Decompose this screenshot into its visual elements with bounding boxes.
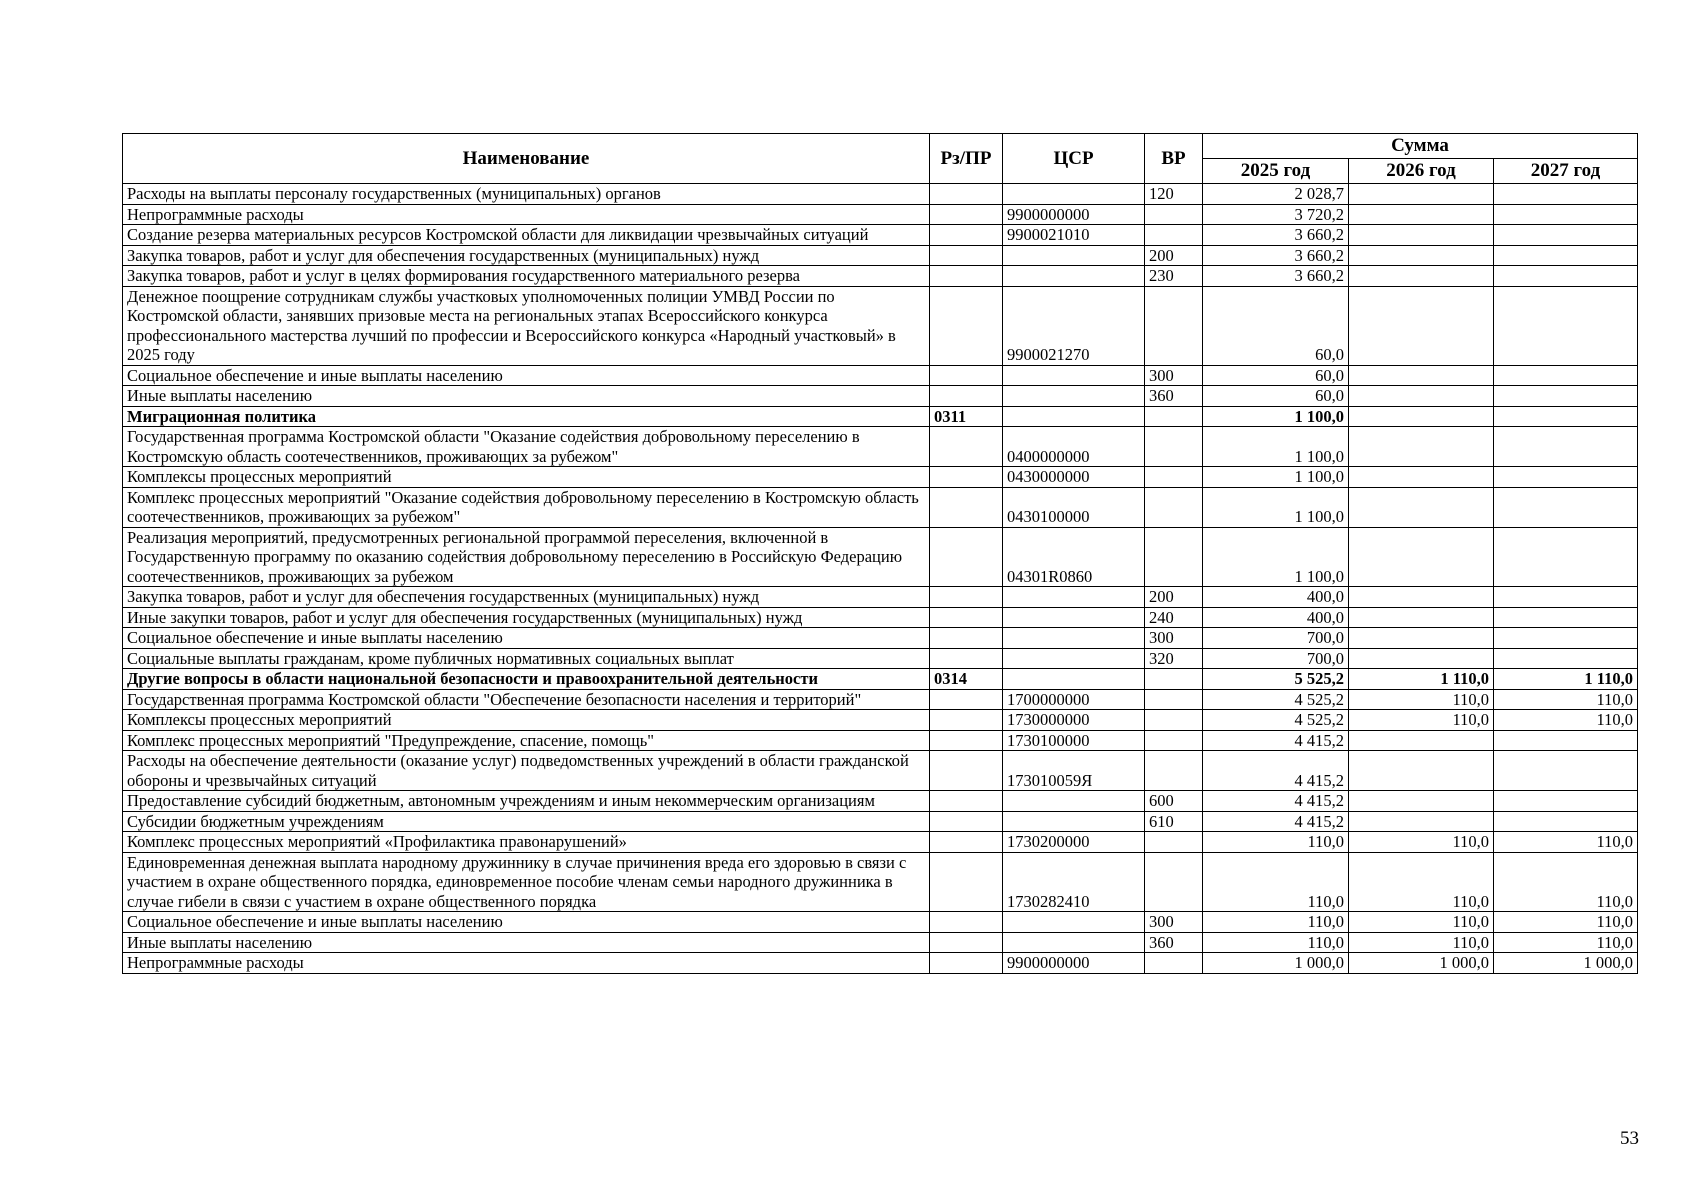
table-row bbox=[123, 689, 1638, 710]
cell-vr: 200 bbox=[1145, 245, 1203, 266]
cell-2025: 1 100,0 bbox=[1203, 467, 1349, 488]
cell-2026 bbox=[1349, 204, 1494, 225]
cell-2025: 60,0 bbox=[1203, 386, 1349, 407]
cell-2027: 110,0 bbox=[1494, 689, 1638, 710]
cell-rzpr bbox=[930, 953, 1003, 974]
cell-2026 bbox=[1349, 527, 1494, 587]
cell-csr: 9900000000 bbox=[1003, 204, 1145, 225]
cell-csr bbox=[1003, 648, 1145, 669]
cell-name: Комплекс процессных мероприятий "Оказание содействия добровольному переселению в Костромскую область соотечественников, проживающих за рубежом" bbox=[123, 487, 930, 527]
cell-vr: 230 bbox=[1145, 266, 1203, 287]
table-row bbox=[123, 406, 1638, 427]
cell-2027 bbox=[1494, 648, 1638, 669]
table-row bbox=[123, 527, 1638, 587]
cell-name: Расходы на обеспечение деятельности (оказание услуг) подведомственных учреждений в области гражданской обороны и чрезвычайных ситуаций bbox=[123, 751, 930, 791]
cell-name: Иные выплаты населению bbox=[123, 932, 930, 953]
header-vr: ВР bbox=[1145, 134, 1203, 184]
cell-2027: 1 000,0 bbox=[1494, 953, 1638, 974]
table-row bbox=[123, 832, 1638, 853]
cell-rzpr bbox=[930, 852, 1003, 912]
cell-2025: 3 720,2 bbox=[1203, 204, 1349, 225]
cell-2026 bbox=[1349, 427, 1494, 467]
cell-vr bbox=[1145, 406, 1203, 427]
cell-2027 bbox=[1494, 607, 1638, 628]
cell-2025: 2 028,7 bbox=[1203, 184, 1349, 205]
cell-2025: 400,0 bbox=[1203, 587, 1349, 608]
cell-name: Комплексы процессных мероприятий bbox=[123, 467, 930, 488]
cell-name: Государственная программа Костромской области "Оказание содействия добровольному переселению в Костромскую область соотечественников, проживающих за рубежом" bbox=[123, 427, 930, 467]
cell-name: Закупка товаров, работ и услуг в целях формирования государственного материального резерва bbox=[123, 266, 930, 287]
cell-rzpr bbox=[930, 487, 1003, 527]
cell-2026 bbox=[1349, 628, 1494, 649]
cell-vr bbox=[1145, 751, 1203, 791]
cell-2027 bbox=[1494, 225, 1638, 246]
cell-csr bbox=[1003, 365, 1145, 386]
cell-vr bbox=[1145, 953, 1203, 974]
cell-2025: 110,0 bbox=[1203, 832, 1349, 853]
cell-2025: 4 415,2 bbox=[1203, 751, 1349, 791]
table-row bbox=[123, 225, 1638, 246]
cell-2026 bbox=[1349, 266, 1494, 287]
cell-csr bbox=[1003, 406, 1145, 427]
cell-2026 bbox=[1349, 751, 1494, 791]
cell-2027 bbox=[1494, 427, 1638, 467]
cell-2026 bbox=[1349, 245, 1494, 266]
header-2026: 2026 год bbox=[1349, 159, 1494, 184]
cell-2026 bbox=[1349, 467, 1494, 488]
cell-vr bbox=[1145, 286, 1203, 365]
table-row bbox=[123, 953, 1638, 974]
cell-2027 bbox=[1494, 811, 1638, 832]
cell-rzpr bbox=[930, 932, 1003, 953]
cell-2025: 700,0 bbox=[1203, 628, 1349, 649]
cell-2026 bbox=[1349, 587, 1494, 608]
table-row bbox=[123, 607, 1638, 628]
cell-vr bbox=[1145, 527, 1203, 587]
cell-vr bbox=[1145, 689, 1203, 710]
cell-csr: 1730100000 bbox=[1003, 730, 1145, 751]
table-row bbox=[123, 386, 1638, 407]
cell-csr bbox=[1003, 587, 1145, 608]
cell-csr bbox=[1003, 811, 1145, 832]
cell-vr: 240 bbox=[1145, 607, 1203, 628]
table-row bbox=[123, 648, 1638, 669]
cell-rzpr bbox=[930, 365, 1003, 386]
cell-rzpr bbox=[930, 811, 1003, 832]
cell-name: Закупка товаров, работ и услуг для обеспечения государственных (муниципальных) нужд bbox=[123, 245, 930, 266]
cell-rzpr bbox=[930, 427, 1003, 467]
cell-2025: 400,0 bbox=[1203, 607, 1349, 628]
cell-2026: 110,0 bbox=[1349, 852, 1494, 912]
cell-csr bbox=[1003, 607, 1145, 628]
cell-2027 bbox=[1494, 286, 1638, 365]
cell-name: Непрограммные расходы bbox=[123, 204, 930, 225]
cell-2027: 110,0 bbox=[1494, 932, 1638, 953]
header-2025: 2025 год bbox=[1203, 159, 1349, 184]
cell-name: Расходы на выплаты персоналу государственных (муниципальных) органов bbox=[123, 184, 930, 205]
cell-2025: 4 525,2 bbox=[1203, 710, 1349, 731]
cell-vr: 300 bbox=[1145, 628, 1203, 649]
cell-name: Комплекс процессных мероприятий "Предупреждение, спасение, помощь" bbox=[123, 730, 930, 751]
table-row bbox=[123, 427, 1638, 467]
cell-vr: 120 bbox=[1145, 184, 1203, 205]
cell-name: Закупка товаров, работ и услуг для обеспечения государственных (муниципальных) нужд bbox=[123, 587, 930, 608]
cell-2025: 4 415,2 bbox=[1203, 730, 1349, 751]
cell-name: Социальное обеспечение и иные выплаты населению bbox=[123, 365, 930, 386]
cell-2027 bbox=[1494, 587, 1638, 608]
header-csr: ЦСР bbox=[1003, 134, 1145, 184]
cell-vr bbox=[1145, 730, 1203, 751]
header-rzpr: Рз/ПР bbox=[930, 134, 1003, 184]
cell-rzpr bbox=[930, 245, 1003, 266]
cell-rzpr bbox=[930, 266, 1003, 287]
cell-2027 bbox=[1494, 487, 1638, 527]
cell-name: Денежное поощрение сотрудникам службы участковых уполномоченных полиции УМВД России по Костромской области, занявших призовые места на региональных этапах Всероссийского конкурса профессионального мастерства лучший по профессии и Всероссийского конкурса «Народный участковый» в 2025 году bbox=[123, 286, 930, 365]
cell-2026: 110,0 bbox=[1349, 832, 1494, 853]
table-body bbox=[123, 184, 1638, 974]
cell-rzpr bbox=[930, 648, 1003, 669]
cell-2027 bbox=[1494, 386, 1638, 407]
table-row bbox=[123, 710, 1638, 731]
table-row bbox=[123, 365, 1638, 386]
cell-rzpr bbox=[930, 710, 1003, 731]
cell-csr bbox=[1003, 669, 1145, 690]
cell-2026: 110,0 bbox=[1349, 710, 1494, 731]
cell-2026 bbox=[1349, 811, 1494, 832]
cell-name: Социальное обеспечение и иные выплаты населению bbox=[123, 628, 930, 649]
cell-2025: 3 660,2 bbox=[1203, 225, 1349, 246]
cell-2027 bbox=[1494, 184, 1638, 205]
cell-rzpr bbox=[930, 912, 1003, 933]
cell-rzpr bbox=[930, 607, 1003, 628]
cell-2025: 110,0 bbox=[1203, 912, 1349, 933]
cell-2026: 110,0 bbox=[1349, 912, 1494, 933]
cell-2026 bbox=[1349, 487, 1494, 527]
header-sum: Сумма bbox=[1203, 134, 1638, 159]
cell-2025: 1 100,0 bbox=[1203, 527, 1349, 587]
table-row bbox=[123, 184, 1638, 205]
cell-2027: 110,0 bbox=[1494, 852, 1638, 912]
cell-rzpr bbox=[930, 751, 1003, 791]
table-row bbox=[123, 811, 1638, 832]
header-name: Наименование bbox=[123, 134, 930, 184]
cell-vr: 200 bbox=[1145, 587, 1203, 608]
cell-rzpr bbox=[930, 791, 1003, 812]
cell-name: Миграционная политика bbox=[123, 406, 930, 427]
cell-2027 bbox=[1494, 730, 1638, 751]
cell-rzpr bbox=[930, 730, 1003, 751]
cell-2027: 1 110,0 bbox=[1494, 669, 1638, 690]
cell-2027 bbox=[1494, 406, 1638, 427]
cell-2027 bbox=[1494, 628, 1638, 649]
cell-csr: 1730282410 bbox=[1003, 852, 1145, 912]
cell-2026 bbox=[1349, 730, 1494, 751]
cell-2027 bbox=[1494, 751, 1638, 791]
cell-rzpr bbox=[930, 386, 1003, 407]
cell-2027 bbox=[1494, 527, 1638, 587]
cell-2026 bbox=[1349, 286, 1494, 365]
cell-2025: 5 525,2 bbox=[1203, 669, 1349, 690]
table-row bbox=[123, 204, 1638, 225]
cell-2026 bbox=[1349, 184, 1494, 205]
cell-2026 bbox=[1349, 406, 1494, 427]
cell-2025: 110,0 bbox=[1203, 852, 1349, 912]
table-row bbox=[123, 751, 1638, 791]
cell-2026 bbox=[1349, 791, 1494, 812]
cell-2025: 110,0 bbox=[1203, 932, 1349, 953]
cell-rzpr bbox=[930, 628, 1003, 649]
cell-rzpr bbox=[930, 467, 1003, 488]
table-row bbox=[123, 730, 1638, 751]
cell-rzpr bbox=[930, 689, 1003, 710]
cell-2027: 110,0 bbox=[1494, 832, 1638, 853]
cell-rzpr bbox=[930, 587, 1003, 608]
cell-2026 bbox=[1349, 648, 1494, 669]
cell-csr bbox=[1003, 266, 1145, 287]
cell-2025: 60,0 bbox=[1203, 286, 1349, 365]
cell-name: Социальное обеспечение и иные выплаты населению bbox=[123, 912, 930, 933]
cell-rzpr bbox=[930, 184, 1003, 205]
cell-rzpr bbox=[930, 527, 1003, 587]
cell-vr: 320 bbox=[1145, 648, 1203, 669]
cell-2025: 700,0 bbox=[1203, 648, 1349, 669]
cell-2025: 1 000,0 bbox=[1203, 953, 1349, 974]
cell-name: Реализация мероприятий, предусмотренных региональной программой переселения, включенной в Государственную программу по оказанию содействия добровольному переселению в Российскую Федерацию соотечественников, проживающих за рубежом bbox=[123, 527, 930, 587]
cell-name: Создание резерва материальных ресурсов Костромской области для ликвидации чрезвычайных ситуаций bbox=[123, 225, 930, 246]
cell-csr: 173010059Я bbox=[1003, 751, 1145, 791]
table-row bbox=[123, 852, 1638, 912]
cell-2026 bbox=[1349, 607, 1494, 628]
cell-name: Субсидии бюджетным учреждениям bbox=[123, 811, 930, 832]
cell-csr: 0430100000 bbox=[1003, 487, 1145, 527]
cell-2027 bbox=[1494, 791, 1638, 812]
cell-2025: 1 100,0 bbox=[1203, 406, 1349, 427]
cell-2026 bbox=[1349, 365, 1494, 386]
cell-vr bbox=[1145, 710, 1203, 731]
cell-name: Другие вопросы в области национальной безопасности и правоохранительной деятельности bbox=[123, 669, 930, 690]
cell-rzpr bbox=[930, 832, 1003, 853]
cell-rzpr: 0314 bbox=[930, 669, 1003, 690]
cell-vr: 600 bbox=[1145, 791, 1203, 812]
cell-vr bbox=[1145, 427, 1203, 467]
page-number: 53 bbox=[1620, 1128, 1639, 1149]
cell-csr: 0400000000 bbox=[1003, 427, 1145, 467]
cell-2027 bbox=[1494, 245, 1638, 266]
cell-csr: 9900000000 bbox=[1003, 953, 1145, 974]
cell-csr: 9900021270 bbox=[1003, 286, 1145, 365]
cell-rzpr: 0311 bbox=[930, 406, 1003, 427]
header-2027: 2027 год bbox=[1494, 159, 1638, 184]
cell-csr: 04301R0860 bbox=[1003, 527, 1145, 587]
table-row bbox=[123, 912, 1638, 933]
cell-vr bbox=[1145, 669, 1203, 690]
table-row bbox=[123, 669, 1638, 690]
cell-2027 bbox=[1494, 467, 1638, 488]
cell-vr: 300 bbox=[1145, 365, 1203, 386]
table-row bbox=[123, 286, 1638, 365]
cell-2025: 1 100,0 bbox=[1203, 487, 1349, 527]
cell-2026: 110,0 bbox=[1349, 689, 1494, 710]
cell-name: Непрограммные расходы bbox=[123, 953, 930, 974]
cell-2026 bbox=[1349, 386, 1494, 407]
table-row bbox=[123, 266, 1638, 287]
cell-2025: 1 100,0 bbox=[1203, 427, 1349, 467]
cell-name: Комплексы процессных мероприятий bbox=[123, 710, 930, 731]
cell-csr bbox=[1003, 386, 1145, 407]
table-row bbox=[123, 487, 1638, 527]
cell-csr: 1730000000 bbox=[1003, 710, 1145, 731]
cell-2027 bbox=[1494, 266, 1638, 287]
cell-2027 bbox=[1494, 204, 1638, 225]
cell-vr: 360 bbox=[1145, 386, 1203, 407]
cell-vr bbox=[1145, 467, 1203, 488]
cell-vr bbox=[1145, 832, 1203, 853]
cell-2025: 3 660,2 bbox=[1203, 266, 1349, 287]
cell-csr bbox=[1003, 912, 1145, 933]
cell-2025: 4 525,2 bbox=[1203, 689, 1349, 710]
cell-rzpr bbox=[930, 204, 1003, 225]
table-row bbox=[123, 587, 1638, 608]
cell-2025: 4 415,2 bbox=[1203, 791, 1349, 812]
cell-csr bbox=[1003, 932, 1145, 953]
cell-2025: 3 660,2 bbox=[1203, 245, 1349, 266]
cell-csr: 0430000000 bbox=[1003, 467, 1145, 488]
cell-2026: 1 000,0 bbox=[1349, 953, 1494, 974]
cell-csr bbox=[1003, 184, 1145, 205]
cell-name: Предоставление субсидий бюджетным, автономным учреждениям и иным некоммерческим организациям bbox=[123, 791, 930, 812]
cell-name: Единовременная денежная выплата народному дружиннику в случае причинения вреда его здоровью в связи с участием в охране общественного порядка, единовременное пособие членам семьи народного дружинника в случае гибели в связи с участием в охране общественного порядка bbox=[123, 852, 930, 912]
cell-2026: 110,0 bbox=[1349, 932, 1494, 953]
cell-rzpr bbox=[930, 286, 1003, 365]
cell-2025: 4 415,2 bbox=[1203, 811, 1349, 832]
table-row bbox=[123, 932, 1638, 953]
table-row bbox=[123, 791, 1638, 812]
cell-csr bbox=[1003, 245, 1145, 266]
cell-csr: 1700000000 bbox=[1003, 689, 1145, 710]
cell-2027: 110,0 bbox=[1494, 912, 1638, 933]
cell-vr: 360 bbox=[1145, 932, 1203, 953]
cell-vr bbox=[1145, 204, 1203, 225]
budget-table bbox=[122, 133, 1638, 974]
table-row bbox=[123, 245, 1638, 266]
cell-vr bbox=[1145, 487, 1203, 527]
cell-name: Иные выплаты населению bbox=[123, 386, 930, 407]
cell-2027 bbox=[1494, 365, 1638, 386]
table-row bbox=[123, 467, 1638, 488]
cell-csr: 1730200000 bbox=[1003, 832, 1145, 853]
cell-vr: 300 bbox=[1145, 912, 1203, 933]
cell-name: Иные закупки товаров, работ и услуг для обеспечения государственных (муниципальных) нужд bbox=[123, 607, 930, 628]
cell-name: Государственная программа Костромской области "Обеспечение безопасности населения и территорий" bbox=[123, 689, 930, 710]
cell-csr bbox=[1003, 791, 1145, 812]
cell-csr: 9900021010 bbox=[1003, 225, 1145, 246]
cell-name: Социальные выплаты гражданам, кроме публичных нормативных социальных выплат bbox=[123, 648, 930, 669]
cell-vr bbox=[1145, 225, 1203, 246]
cell-vr: 610 bbox=[1145, 811, 1203, 832]
cell-rzpr bbox=[930, 225, 1003, 246]
table-row bbox=[123, 628, 1638, 649]
cell-vr bbox=[1145, 852, 1203, 912]
cell-2026 bbox=[1349, 225, 1494, 246]
cell-name: Комплекс процессных мероприятий «Профилактика правонарушений» bbox=[123, 832, 930, 853]
cell-2026: 1 110,0 bbox=[1349, 669, 1494, 690]
cell-2027: 110,0 bbox=[1494, 710, 1638, 731]
cell-2025: 60,0 bbox=[1203, 365, 1349, 386]
cell-csr bbox=[1003, 628, 1145, 649]
